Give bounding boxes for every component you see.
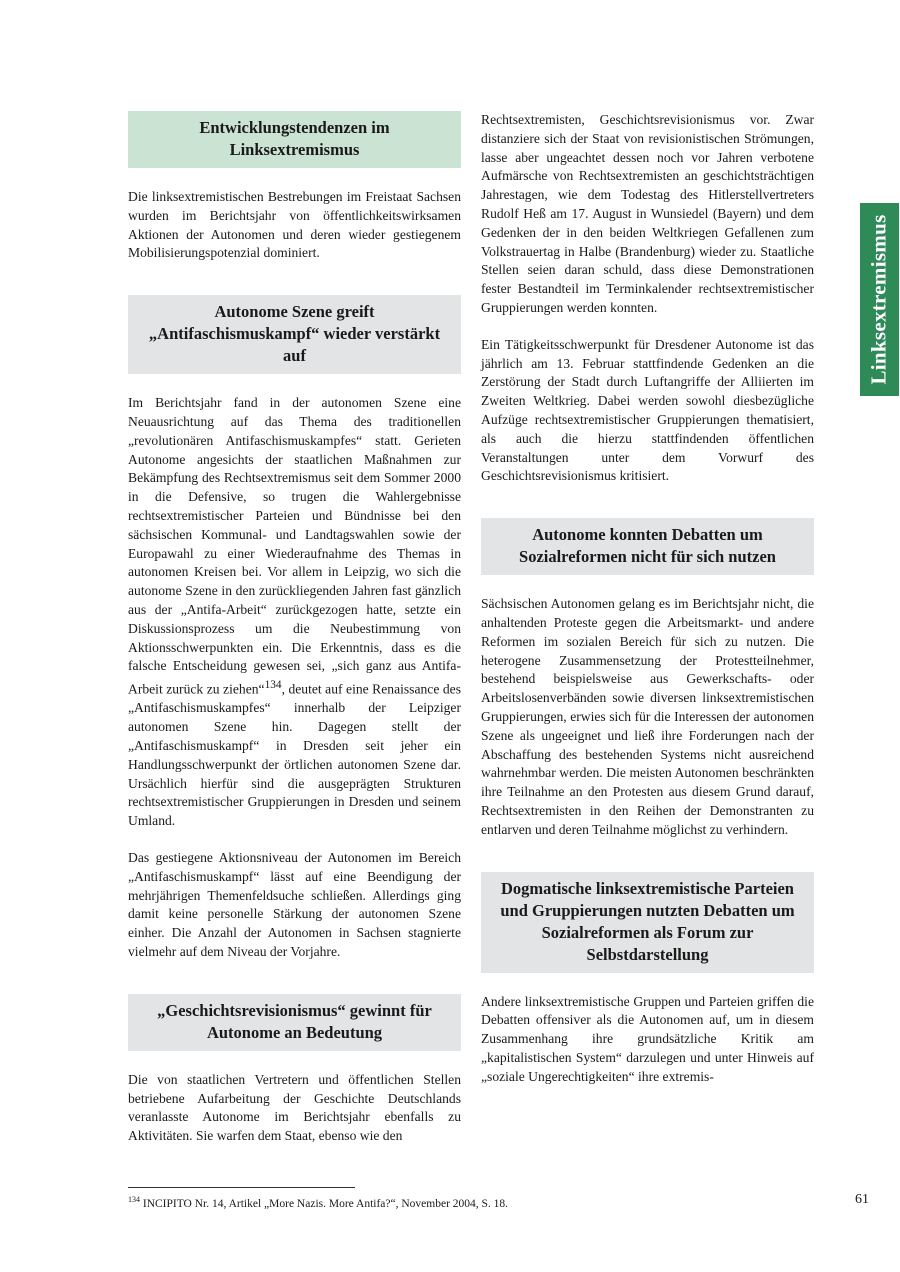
heading-autonome-szene: Autonome Szene greift „Antifaschismuskampf“ wieder verstärkt auf <box>128 295 461 374</box>
paragraph: Rechtsextremisten, Geschichtsrevisionismus vor. Zwar distanziere sich der Staat von revisionistischen Strömungen, lasse aber ungeachtet dessen noch vor Jahren verbotene Aufmärsche von Rechtsextremisten an geschichtsträchtigen Jahrestagen, wie dem Todestag des Hitlerstellvertreters Rudolf Heß am 17. August in Wunsiedel (Bayern) und dem Gedenken der in den beiden Weltkriegen Gefallenen zum Volkstrauertag in Halbe (Brandenburg) wieder zu. Staatliche Stellen seien daran schuld, dass diese Demonstrationen fester Bestandteil im Terminkalender rechtsextremistischer Gruppierungen werden konnten. <box>481 112 814 315</box>
paragraph: Die linksextremistischen Bestrebungen im Freistaat Sachsen wurden im Berichtsjahr von öffentlichkeitswirksamen Aktionen der Autonomen und deren wieder gestiegenem Mobilisierungspotenzial dominiert. <box>128 189 461 261</box>
heading-entwicklungstendenzen: Entwicklungstendenzen im Linksextremismus <box>128 111 461 168</box>
heading-dogmatische-parteien: Dogmatische linksextremistische Parteien und Gruppierungen nutzten Debatten um Sozialreformen als Forum zur Selbstdarstellung <box>481 872 814 973</box>
paragraph <box>128 394 461 831</box>
heading-sozialreformen: Autonome konnten Debatten um Sozialreformen nicht für sich nutzen <box>481 518 814 575</box>
paragraph: Sächsischen Autonomen gelang es im Berichtsjahr nicht, die anhaltenden Proteste gegen die Arbeitsmarkt- und andere Reformen im sozialen Bereich für sich zu nutzen. Die heterogene Zusammensetzung der Protestteilnehmer, bestehend beispielsweise aus Gewerkschafts- oder Arbeitslosenverbänden sowie diversen linksextremistischen Gruppierungen, erwies sich für die Interessen der autonomen Szene als ungeeignet und ließ ihre Forderungen nach der Abschaffung des bestehenden Systems nicht ausreichend wahrnehmbar werden. Die meisten Autonomen beschränkten ihre Teilnahme an den Protesten aus diesem Grund darauf, Rechtsextremisten in den Reihen der Demonstranten zu entlarven und deren Teilnahme möglichst zu verhindern. <box>481 596 814 837</box>
left-column <box>128 111 461 1164</box>
footnote <box>128 1193 508 1211</box>
paragraph: Die von staatlichen Vertretern und öffentlichen Stellen betriebene Aufarbeitung der Geschichte Deutschlands veranlasste Autonome im Berichtsjahr ebenfalls zu Aktivitäten. Sie warfen dem Staat, ebenso wie den <box>128 1071 461 1144</box>
footnote-ref: 134 <box>264 679 282 692</box>
paragraph: Andere linksextremistische Gruppen und Parteien griffen die Debatten offensiver als die Autonomen auf, um in diesem Zusammenhang ihre grundsätzliche Kritik am „kapitalistischen System“ darzulegen und unter Hinweis auf „soziale Ungerechtigkeiten“ ihre extremis- <box>481 993 814 1084</box>
page-number: 61 <box>855 1192 869 1207</box>
paragraph-text: Im Berichtsjahr fand in der autonomen Szene eine Neuausrichtung auf das Thema des traditionellen „revolutionären Antifaschismuskampfes“ statt. Gerieten Autonome angesichts der staatlichen Maßnahmen zur Bekämpfung des Rechtsextremismus seit dem Sommer 2000 in die Defensive, so trugen die Wahlergebnisse rechtsextremistischer Parteien und Bündnisse bei den sächsischen Kommunal- und Landtagswahlen sowie der Europawahl zu einer Wiederaufnahme des Themas in autonomen Kreisen bei. Vor allem in Leipzig, wo sich die autonome Szene in den zurückliegenden Jahren fast gänzlich aus der „Antifa-Arbeit“ zurückgezogen hatte, setzte ein Diskussionsprozess um die Neubestimmung von Aktionsschwerpunkten ein. Die Erkenntnis, dass es die falsche Entscheidung gewesen sei, „sich ganz aus Antifa-Arbeit zurück zu ziehen“ <box>128 395 461 697</box>
footnote-text: INCIPITO Nr. 14, Artikel „More Nazis. More Antifa?“, November 2004, S. 18. <box>142 1197 509 1210</box>
paragraph: Ein Tätigkeitsschwerpunkt für Dresdener Autonome ist das jährlich am 13. Februar stattfindende Gedenken an die Zerstörung der Stadt durch Luftangriffe der Alliierten im Zweiten Weltkrieg. Dabei werden sowohl diesbezügliche Aufzüge rechtsextremistischer Gruppierungen thematisiert, als auch die hierzu stattfindenden öffentlichen Veranstaltungen unter dem Vorwurf des Geschichtsrevisionismus kritisiert. <box>481 336 814 484</box>
right-column <box>481 111 814 1104</box>
paragraph: Das gestiegene Aktionsniveau der Autonomen im Bereich „Antifaschismuskampf“ lässt auf eine Beendigung der mehrjährigen Themenfeldsuche schließen. Allerdings ging damit keine personelle Stärkung der autonomen Szene einher. Die Anzahl der Autonomen in Sachsen stagnierte vielmehr auf dem Niveau der Vorjahre. <box>128 850 461 960</box>
heading-geschichtsrevisionismus: „Geschichtsrevisionismus“ gewinnt für Autonome an Bedeutung <box>128 994 461 1051</box>
paragraph-text: , deutet auf eine Renaissance des „Antifaschismuskampfes“ innerhalb der Leipziger autonomen Szene hin. Dagegen stellt der „Antifaschismuskampf“ in Dresden seit jeher ein Handlungsschwerpunkt der örtlichen autonomen Szene dar. Ursächlich hierfür sind die ausgeprägten Strukturen rechtsextremistischer Gruppierungen in Dresden und seinem Umland. <box>128 681 461 829</box>
footnote-divider <box>128 1187 355 1188</box>
side-tab-label: Linksextremismus <box>867 214 891 385</box>
section-side-tab <box>860 203 899 396</box>
footnote-number: 134 <box>128 1195 140 1204</box>
